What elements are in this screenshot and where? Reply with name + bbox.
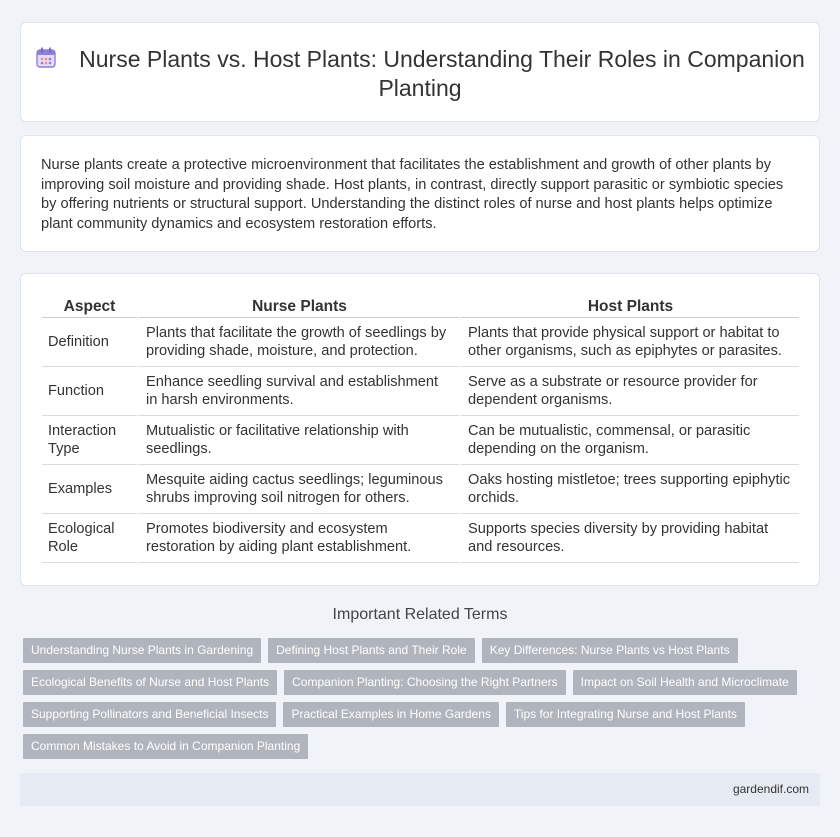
page-title-text: Nurse Plants vs. Host Plants: Understanding Their Roles in Companion Planting — [79, 46, 805, 101]
host-cell: Oaks hosting mistletoe; trees supporting epiphytic orchids. — [459, 465, 799, 514]
nurse-cell: Plants that facilitate the growth of seedlings by providing shade, moisture, and protection. — [137, 318, 459, 367]
page-title — [21, 45, 819, 103]
comparison-table-card — [20, 273, 820, 586]
title-card — [20, 22, 820, 122]
header-nurse-plants: Nurse Plants — [137, 296, 459, 318]
host-cell: Plants that provide physical support or habitat to other organisms, such as epiphytes or parasites. — [459, 318, 799, 367]
related-term-tag[interactable]: Practical Examples in Home Gardens — [283, 702, 498, 727]
host-cell: Serve as a substrate or resource provider for dependent organisms. — [459, 367, 799, 416]
related-term-tag[interactable]: Key Differences: Nurse Plants vs Host Plants — [482, 638, 738, 663]
related-term-tag[interactable]: Impact on Soil Health and Microclimate — [573, 670, 797, 695]
footer-site-link[interactable]: gardendif.com — [732, 782, 809, 796]
aspect-cell: Interaction Type — [42, 416, 137, 465]
related-term-tag[interactable]: Tips for Integrating Nurse and Host Plants — [506, 702, 745, 727]
table-row — [42, 367, 799, 416]
tag-row — [23, 734, 823, 759]
calendar-icon — [35, 47, 57, 69]
table-row — [42, 318, 799, 367]
related-terms-list — [23, 638, 823, 766]
nurse-cell: Mutualistic or facilitative relationship with seedlings. — [137, 416, 459, 465]
tag-row — [23, 702, 823, 727]
related-term-tag[interactable]: Ecological Benefits of Nurse and Host Plants — [23, 670, 277, 695]
host-cell: Supports species diversity by providing habitat and resources. — [459, 514, 799, 563]
footer — [20, 773, 820, 806]
related-term-tag[interactable]: Understanding Nurse Plants in Gardening — [23, 638, 261, 663]
table-row — [42, 514, 799, 563]
tag-row — [23, 638, 823, 663]
table-row — [42, 416, 799, 465]
related-term-tag[interactable]: Companion Planting: Choosing the Right Partners — [284, 670, 566, 695]
header-host-plants: Host Plants — [459, 296, 799, 318]
host-cell: Can be mutualistic, commensal, or parasitic depending on the organism. — [459, 416, 799, 465]
related-terms-heading: Important Related Terms — [332, 606, 508, 623]
aspect-cell: Ecological Role — [42, 514, 137, 563]
table-row — [42, 465, 799, 514]
header-aspect: Aspect — [42, 296, 137, 318]
intro-card — [20, 135, 820, 252]
nurse-cell: Enhance seedling survival and establishment in harsh environments. — [137, 367, 459, 416]
tag-row — [23, 670, 823, 695]
related-term-tag[interactable]: Supporting Pollinators and Beneficial Insects — [23, 702, 276, 727]
aspect-cell: Examples — [42, 465, 137, 514]
related-term-tag[interactable]: Common Mistakes to Avoid in Companion Planting — [23, 734, 308, 759]
related-term-tag[interactable]: Defining Host Plants and Their Role — [268, 638, 475, 663]
aspect-cell: Function — [42, 367, 137, 416]
nurse-cell: Mesquite aiding cactus seedlings; leguminous shrubs improving soil nitrogen for others. — [137, 465, 459, 514]
aspect-cell: Definition — [42, 318, 137, 367]
comparison-table — [42, 296, 799, 563]
nurse-cell: Promotes biodiversity and ecosystem restoration by aiding plant establishment. — [137, 514, 459, 563]
table-header-row — [42, 296, 799, 318]
intro-paragraph: Nurse plants create a protective microenvironment that facilitates the establishment and growth of other plants by improving soil moisture and providing shade. Host plants, in contrast, directly support parasitic or symbiotic species by offering nutrients or structural support. Understanding the distinct roles of nurse and host plants helps optimize plant community dynamics and ecosystem restoration efforts. — [41, 157, 784, 233]
